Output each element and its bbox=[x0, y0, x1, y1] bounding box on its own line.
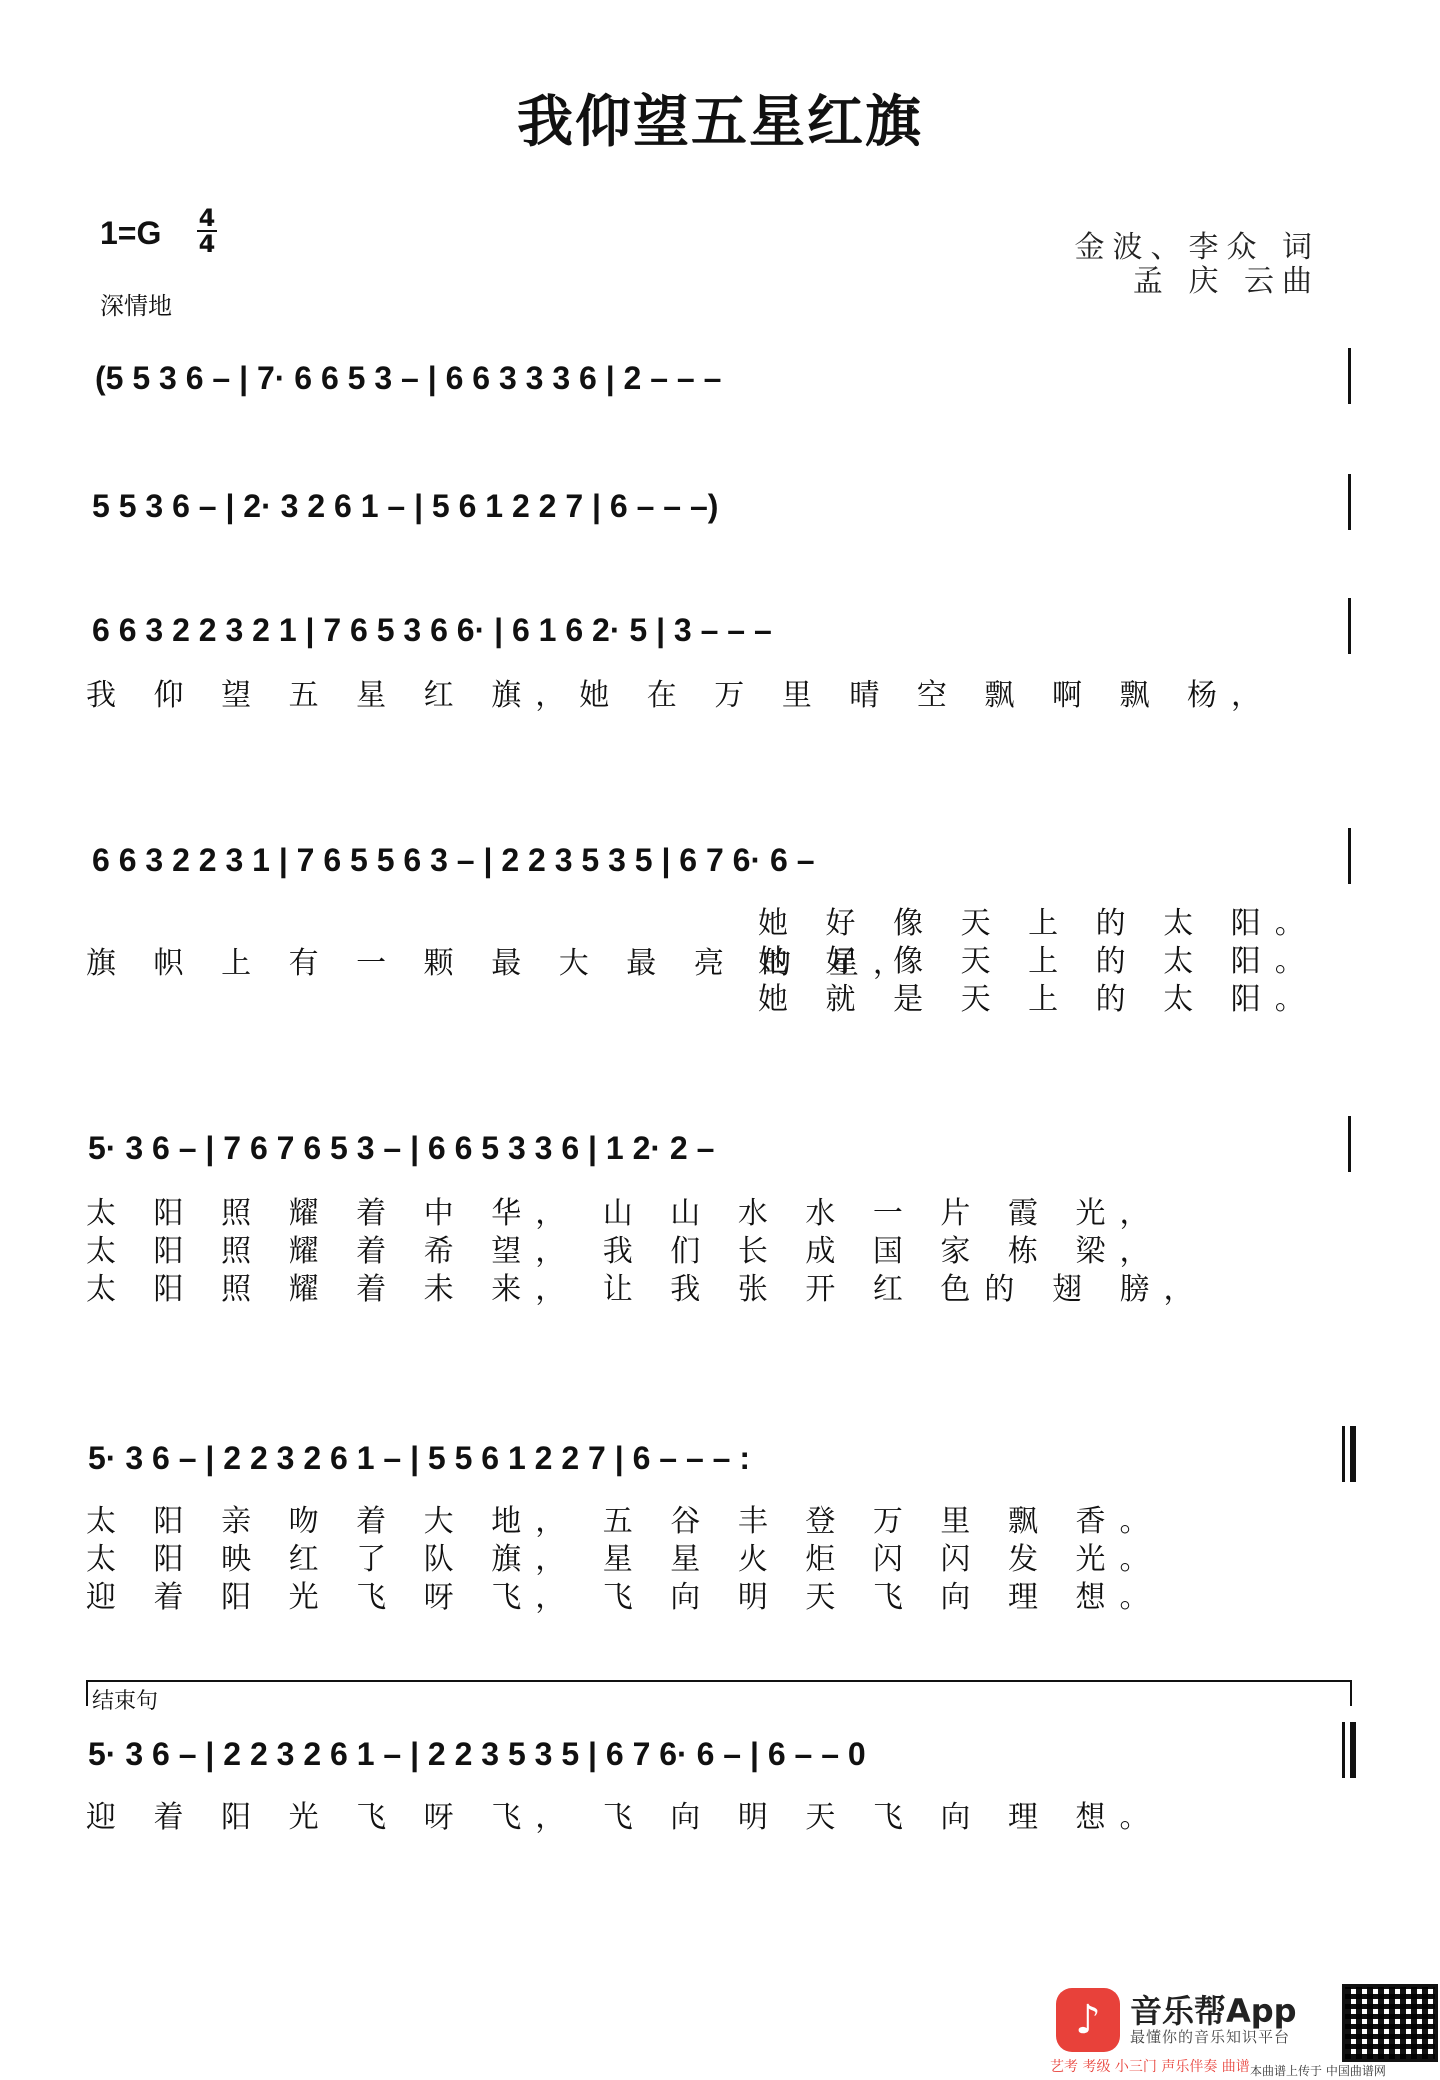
barline bbox=[1342, 1426, 1345, 1482]
qr-code-icon bbox=[1342, 1984, 1438, 2062]
key-signature: 1=G bbox=[100, 215, 162, 251]
verse-lyric-2: 她 好 像 天 上 的 太 阳。 bbox=[758, 944, 1319, 979]
notation-row-7: 5· 3 6 – | 2 2 3 2 6 1 – | 2 2 3 5 3 5 | 6 7 6· 6 – | 6 – – 0 bbox=[88, 1736, 866, 1772]
lyric-row-6-v3: 迎 着 阳 光 飞 呀 飞， 飞 向 明 天 飞 向 理 想。 bbox=[86, 1580, 1164, 1615]
tempo-marking: 深情地 bbox=[100, 292, 172, 320]
ending-bracket bbox=[86, 1680, 1352, 1706]
lyric-row-3: 我 仰 望 五 星 红 旗，她 在 万 里 晴 空 飘 啊 飘 杨， bbox=[86, 678, 1276, 713]
time-signature bbox=[195, 206, 219, 256]
app-name: 音乐帮App bbox=[1130, 1992, 1297, 2030]
upload-source: 本曲谱上传于 中国曲谱网 bbox=[1250, 2064, 1386, 2078]
lyric-row-5-v1: 太 阳 照 耀 着 中 华， 山 山 水 水 一 片 霞 光， bbox=[86, 1196, 1164, 1231]
composer-credit: 孟 庆 云曲 bbox=[1132, 264, 1320, 299]
footer-branding bbox=[1050, 1980, 1440, 2080]
verse-lyric-3: 她 就 是 天 上 的 太 阳。 bbox=[758, 982, 1319, 1017]
lyric-row-6-v2: 太 阳 映 红 了 队 旗， 星 星 火 炬 闪 闪 发 光。 bbox=[86, 1542, 1164, 1577]
app-tags: 艺考 考级 小三门 声乐伴奏 曲谱 bbox=[1050, 2059, 1250, 2075]
barline bbox=[1348, 1116, 1351, 1172]
barline bbox=[1342, 1722, 1345, 1778]
notation-row-4: 6 6 3 2 2 3 1 | 7 6 5 5 6 3 – | 2 2 3 5 3 5 | 6 7 6· 6 – bbox=[92, 842, 815, 878]
barline bbox=[1348, 828, 1351, 884]
final-barline bbox=[1350, 1722, 1356, 1778]
time-bottom: 4 bbox=[198, 230, 216, 258]
lyricist-credit: 金波、李众 词 bbox=[1074, 230, 1320, 265]
ending-label: 结束句 bbox=[92, 1689, 159, 1714]
music-note-icon: ♪ bbox=[1056, 1988, 1120, 2052]
notation-row-3: 6 6 3 2 2 3 2 1 | 7 6 5 3 6 6· | 6 1 6 2· 5 | 3 – – – bbox=[92, 612, 772, 648]
app-slogan: 最懂你的音乐知识平台 bbox=[1130, 2028, 1291, 2046]
barline bbox=[1348, 598, 1351, 654]
notation-row-2: 5 5 3 6 – | 2· 3 2 6 1 – | 5 6 1 2 2 7 | 6 – – –) bbox=[92, 488, 719, 524]
notation-row-6: 5· 3 6 – | 2 2 3 2 6 1 – | 5 5 6 1 2 2 7 | 6 – – – : bbox=[88, 1440, 750, 1476]
lyric-row-6-v1: 太 阳 亲 吻 着 大 地， 五 谷 丰 登 万 里 飘 香。 bbox=[86, 1504, 1164, 1539]
barline bbox=[1348, 348, 1351, 404]
lyric-row-5-v2: 太 阳 照 耀 着 希 望， 我 们 长 成 国 家 栋 梁， bbox=[86, 1234, 1164, 1269]
end-repeat-barline bbox=[1350, 1426, 1356, 1482]
lyric-row-4: 旗 帜 上 有 一 颗 最 大 最 亮 的 星， bbox=[86, 946, 917, 981]
notation-row-5: 5· 3 6 – | 7 6 7 6 5 3 – | 6 6 5 3 3 6 | 1 2· 2 – bbox=[88, 1130, 715, 1166]
lyric-row-5-v3: 太 阳 照 耀 着 未 来， 让 我 张 开 红 色的 翅 膀， bbox=[86, 1272, 1208, 1307]
song-title: 我仰望五星红旗 bbox=[517, 89, 923, 155]
lyric-row-7: 迎 着 阳 光 飞 呀 飞， 飞 向 明 天 飞 向 理 想。 bbox=[86, 1800, 1164, 1835]
barline bbox=[1348, 474, 1351, 530]
verse-lyric-1: 她 好 像 天 上 的 太 阳。 bbox=[758, 906, 1319, 941]
notation-row-1: (5 5 3 6 – | 7· 6 6 5 3 – | 6 6 3 3 3 6 | 2 – – – bbox=[95, 360, 722, 396]
time-top: 4 bbox=[198, 204, 216, 232]
